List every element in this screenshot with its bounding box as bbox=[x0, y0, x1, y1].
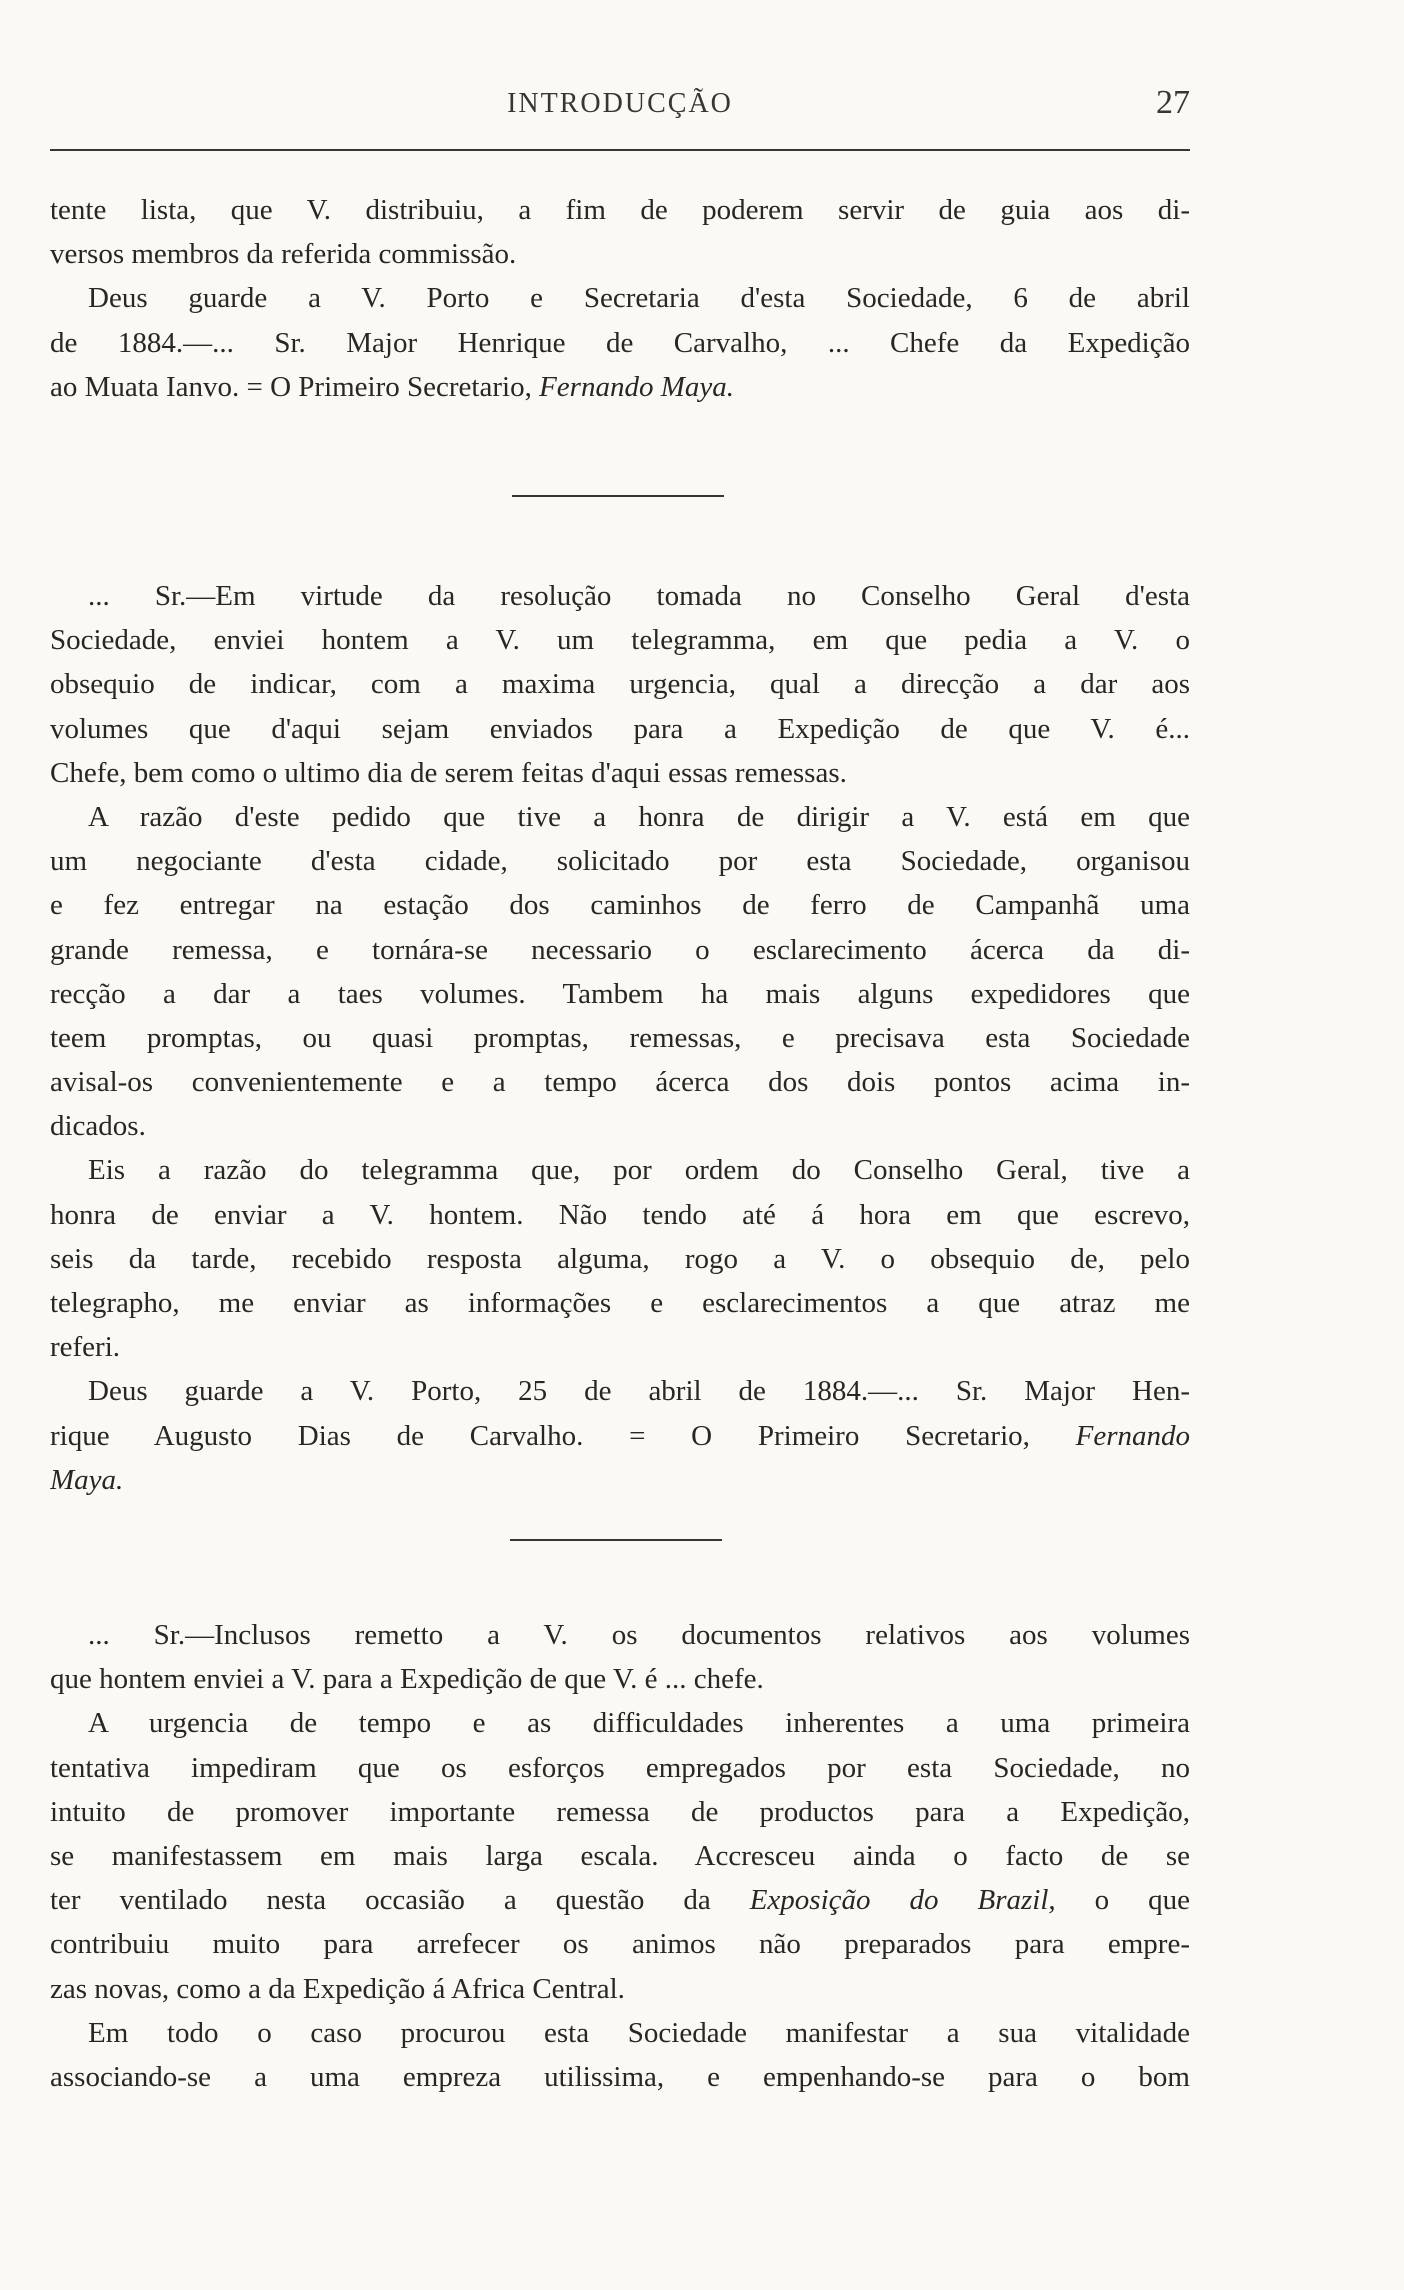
text-line bbox=[50, 1458, 1190, 1502]
text-line: Sociedade, enviei hontem a V. um telegramma, em que pedia a V. o bbox=[50, 624, 1190, 657]
page-header bbox=[50, 84, 1190, 128]
text-line: se manifestassem em mais larga escala. Accresceu ainda o facto de se bbox=[50, 1839, 1190, 1872]
letter-third bbox=[50, 1613, 1190, 2099]
text-line: Em todo o caso procurou esta Sociedade manifestar a sua vitalidade bbox=[88, 2016, 1190, 2049]
text-line: obsequio de indicar, com a maxima urgencia, qual a direcção a dar aos bbox=[50, 668, 1190, 701]
letter-ending-paragraph bbox=[50, 188, 1190, 409]
text-line bbox=[50, 365, 1190, 409]
text-line: A razão d'este pedido que tive a honra de dirigir a V. está em que bbox=[88, 800, 1190, 833]
text-line: tente lista, que V. distribuiu, a fim de poderem servir de guia aos di- bbox=[50, 194, 1190, 226]
section-separator bbox=[512, 495, 724, 497]
text-line: Eis a razão do telegramma que, por ordem do Conselho Geral, tive a bbox=[88, 1154, 1190, 1187]
text-line: associando-se a uma empreza utilissima, e empenhando-se para o bom bbox=[50, 2060, 1190, 2093]
text-line bbox=[50, 1878, 1190, 1922]
signature-name: Fernando Maya. bbox=[539, 370, 734, 403]
signature-name: Maya. bbox=[50, 1463, 124, 1496]
text-line: grande remessa, e tornára-se necessario o esclarecimento ácerca da di- bbox=[50, 933, 1190, 966]
text-line: e fez entregar na estação dos caminhos de ferro de Campanhã uma bbox=[50, 889, 1190, 922]
italic-title: Exposição do Brazil, bbox=[749, 1884, 1056, 1917]
text-line: contribuiu muito para arrefecer os animos não preparados para empre- bbox=[50, 1928, 1190, 1961]
text-line: teem promptas, ou quasi promptas, remessas, e precisava esta Sociedade bbox=[50, 1021, 1190, 1054]
header-rule bbox=[50, 149, 1190, 151]
text-line: Deus guarde a V. Porto, 25 de abril de 1884.—... Sr. Major Hen- bbox=[88, 1375, 1190, 1408]
text-line: Deus guarde a V. Porto e Secretaria d'esta Sociedade, 6 de abril bbox=[88, 282, 1190, 315]
line-text: ao Muata Ianvo. = O Primeiro Secretario, bbox=[50, 370, 540, 403]
text-line: volumes que d'aqui sejam enviados para a Expedição de que V. é... bbox=[50, 712, 1190, 745]
text-line: ... Sr.—Inclusos remetto a V. os documentos relativos aos volumes bbox=[88, 1619, 1190, 1651]
text-line: um negociante d'esta cidade, solicitado por esta Sociedade, organisou bbox=[50, 845, 1190, 878]
line-text: rique Augusto Dias de Carvalho. = O Primeiro Secretario, bbox=[50, 1419, 1076, 1452]
line-text: o que bbox=[1055, 1884, 1190, 1917]
text-line: telegrapho, me enviar as informações e esclarecimentos a que atraz me bbox=[50, 1287, 1190, 1319]
text-line: intuito de promover importante remessa de productos para a Expedição, bbox=[50, 1795, 1190, 1828]
signature-name: Fernando bbox=[1075, 1419, 1190, 1452]
text-line: honra de enviar a V. hontem. Não tendo até á hora em que escrevo, bbox=[50, 1198, 1190, 1231]
text-line: tentativa impediram que os esforços empregados por esta Sociedade, no bbox=[50, 1751, 1190, 1784]
running-title: INTRODUCÇÃO bbox=[507, 88, 733, 119]
text-line: versos membros da referida commissão. bbox=[50, 238, 517, 271]
text-line: Chefe, bem como o ultimo dia de serem feitas d'aqui essas remessas. bbox=[50, 756, 847, 789]
text-line: recção a dar a taes volumes. Tambem ha mais alguns expedidores que bbox=[50, 977, 1190, 1010]
text-line: que hontem enviei a V. para a Expedição de que V. é ... chefe. bbox=[50, 1663, 764, 1696]
text-line: ... Sr.—Em virtude da resolução tomada no Conselho Geral d'esta bbox=[88, 580, 1190, 612]
text-line: dicados. bbox=[50, 1110, 146, 1143]
page-number: 27 bbox=[1156, 84, 1190, 121]
text-line: de 1884.—... Sr. Major Henrique de Carvalho, ... Chefe da Expedição bbox=[50, 326, 1190, 359]
line-text: ter ventilado nesta occasião a questão da bbox=[50, 1884, 750, 1917]
section-separator bbox=[510, 1539, 722, 1541]
letter-second bbox=[50, 574, 1190, 1502]
text-line: avisal-os convenientemente e a tempo ácerca dos dois pontos acima in- bbox=[50, 1066, 1190, 1099]
text-line: A urgencia de tempo e as difficuldades inherentes a uma primeira bbox=[88, 1707, 1190, 1740]
text-line: seis da tarde, recebido resposta alguma, rogo a V. o obsequio de, pelo bbox=[50, 1242, 1190, 1275]
text-line: referi. bbox=[50, 1331, 121, 1364]
text-line bbox=[50, 1414, 1190, 1458]
text-line: zas novas, como a da Expedição á Africa Central. bbox=[50, 1972, 625, 2005]
